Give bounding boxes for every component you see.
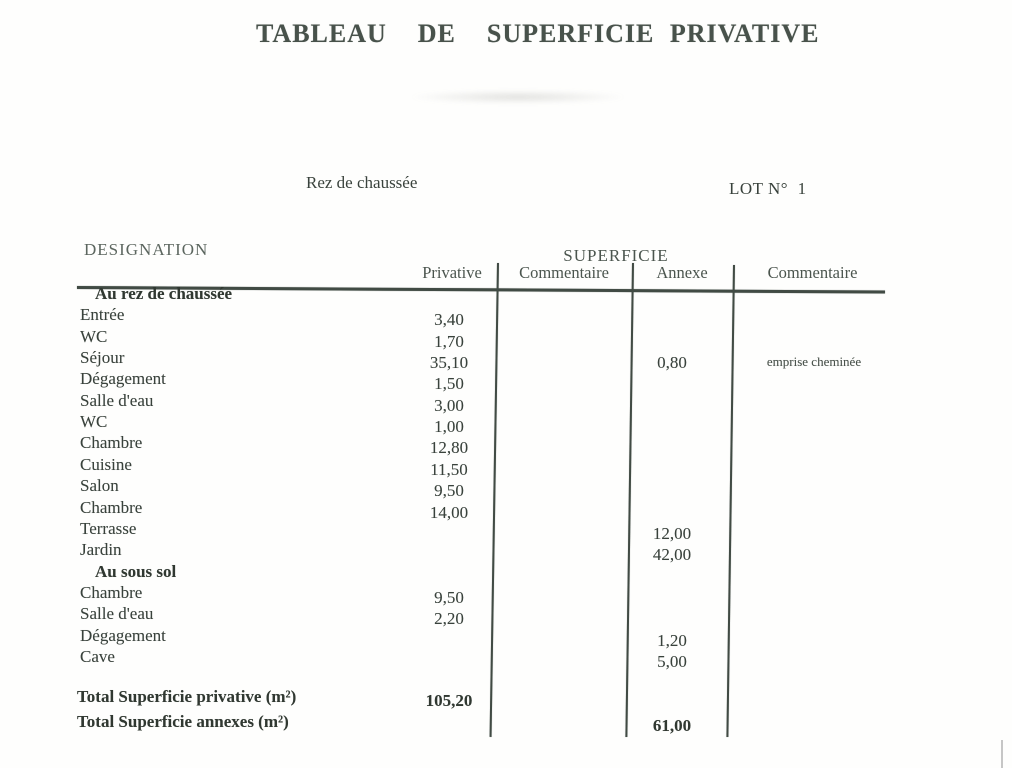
row-label: Salle d'eau: [80, 390, 154, 410]
total-row: [0, 712, 1012, 734]
row-label: Terrasse: [80, 518, 137, 538]
floor-label: Rez de chaussée: [306, 173, 418, 192]
total-annexe-value: 61,00: [652, 716, 692, 735]
table-row: [0, 348, 1012, 373]
row-label: Salon: [80, 476, 119, 496]
annexe-comment: emprise cheminée: [766, 354, 862, 370]
section-header-row: [0, 284, 1012, 306]
privative-value: 9,50: [434, 481, 464, 501]
annexe-value: 42,00: [652, 545, 692, 565]
privative-value: 35,10: [429, 353, 469, 373]
table-row: [0, 433, 1012, 458]
column-header-commentaire-2: Commentaire: [767, 263, 858, 282]
privative-value: 9,50: [434, 587, 464, 607]
lot-number-label: LOT N° 1: [729, 179, 807, 198]
row-label: Au rez de chaussée: [95, 284, 233, 303]
total-privative-value: 105,20: [425, 691, 473, 710]
row-label: Chambre: [80, 582, 143, 602]
table-row: [0, 369, 1012, 394]
table-row: [0, 626, 1012, 648]
column-header-annexe: Annexe: [656, 263, 708, 282]
row-label: Séjour: [80, 348, 125, 368]
annexe-value: 12,00: [652, 523, 692, 543]
table-row: [0, 647, 1012, 669]
section-header-row: [0, 562, 1012, 584]
table-row: [0, 412, 1012, 437]
row-label: Chambre: [80, 497, 143, 517]
privative-value: 2,20: [434, 609, 464, 629]
table-row: [0, 498, 1012, 520]
table-row: [0, 327, 1012, 349]
table-row: [0, 583, 1012, 605]
annexe-value: 0,80: [657, 353, 687, 373]
row-label: Cuisine: [80, 454, 132, 474]
privative-value: 1,70: [434, 331, 464, 351]
table-row: [0, 391, 1012, 413]
row-label: WC: [80, 326, 108, 346]
row-label: Dégagement: [80, 625, 166, 645]
designation-column-header: DESIGNATION: [84, 240, 209, 259]
annexe-value: 1,20: [657, 630, 687, 650]
row-label: Cave: [80, 646, 115, 666]
total-label: Total Superficie privative (m²): [77, 687, 297, 706]
row-label: WC: [80, 412, 108, 432]
privative-value: 11,50: [430, 459, 468, 479]
total-row: [0, 687, 1012, 709]
privative-value: 14,00: [429, 502, 469, 522]
annexe-value: 5,00: [657, 651, 687, 671]
document-title: TABLEAU DE SUPERFICIE PRIVATIVE: [256, 19, 820, 48]
privative-value: 1,50: [434, 374, 464, 394]
privative-value: 3,40: [434, 310, 464, 330]
privative-value: 1,00: [434, 417, 464, 437]
privative-value: 12,80: [429, 438, 469, 458]
table-row: [0, 455, 1012, 477]
column-header-commentaire-1: Commentaire: [519, 263, 609, 282]
row-label: Au sous sol: [95, 561, 177, 581]
table-row: [0, 476, 1012, 501]
table-row: [0, 305, 1012, 330]
table-row: [0, 604, 1012, 629]
row-label: Chambre: [80, 433, 143, 453]
scan-edge-artifact: [1001, 740, 1003, 768]
scan-smudge-artifact: [408, 90, 628, 104]
table-row: [0, 519, 1012, 541]
row-label: Dégagement: [80, 369, 166, 389]
row-label: Salle d'eau: [80, 604, 154, 624]
table-row: [0, 540, 1012, 565]
row-label: Jardin: [80, 540, 122, 560]
row-label: Entrée: [80, 305, 125, 325]
total-label: Total Superficie annexes (m²): [77, 712, 289, 731]
privative-value: 3,00: [434, 395, 464, 415]
column-header-privative: Privative: [422, 263, 482, 282]
superficie-group-header: SUPERFICIE: [563, 246, 669, 265]
